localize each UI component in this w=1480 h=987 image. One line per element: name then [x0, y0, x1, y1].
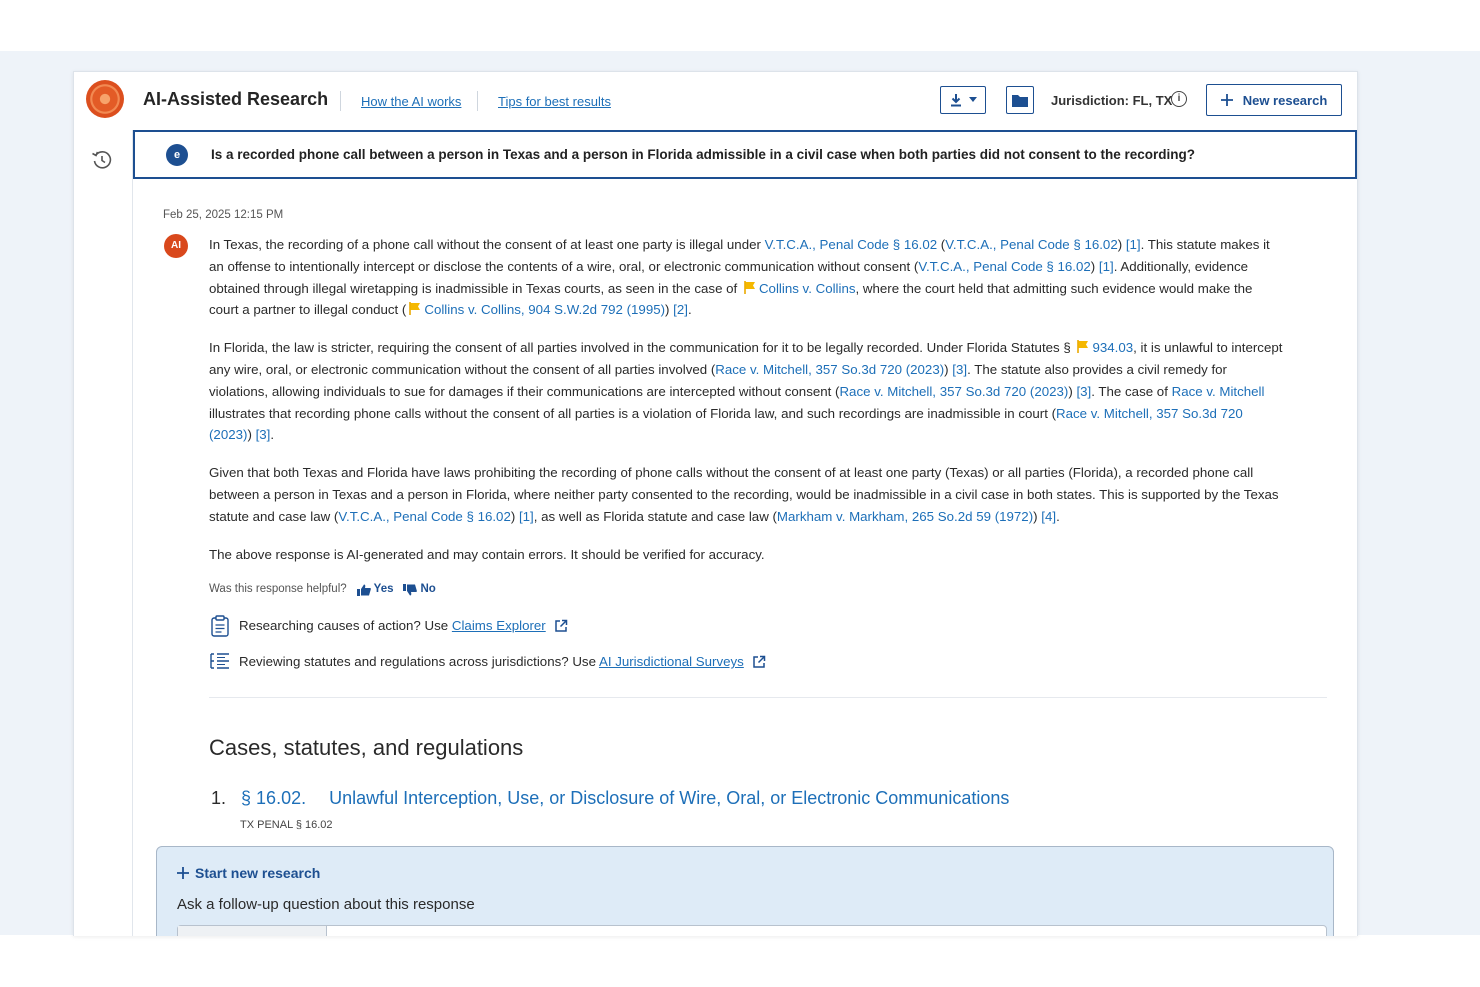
- result-section-link[interactable]: § 16.02.: [241, 788, 307, 808]
- response-text: ): [1090, 258, 1099, 274]
- how-ai-works-link[interactable]: How the AI works: [361, 94, 462, 109]
- result-title-link[interactable]: Unlawful Interception, Use, or Disclosure of Wire, Oral, or Electronic Communications: [329, 788, 1010, 808]
- footnote-link[interactable]: [3]: [952, 361, 968, 377]
- caret-down-icon: [969, 97, 977, 103]
- footnote-link[interactable]: [4]: [1041, 508, 1057, 524]
- response-text: ): [1068, 383, 1077, 399]
- response-paragraph: [209, 234, 1284, 321]
- footnote-link[interactable]: [3]: [255, 427, 271, 443]
- research-panel: [73, 71, 1358, 936]
- plus-icon: [1221, 94, 1233, 106]
- plus-icon: [177, 867, 189, 879]
- flag-icon: [1077, 340, 1089, 353]
- app-logo-icon: [86, 80, 124, 118]
- response-timestamp: Feb 25, 2025 12:15 PM: [163, 209, 284, 221]
- response-text: (: [937, 237, 946, 252]
- response-text: ): [510, 508, 519, 524]
- header-bar: [74, 72, 1357, 130]
- thumbs-up-button[interactable]: [357, 579, 394, 601]
- thumbs-down-button[interactable]: [403, 579, 435, 601]
- response-paragraph: [209, 462, 1284, 527]
- download-button[interactable]: [940, 86, 986, 114]
- citation-link[interactable]: V.T.C.A., Penal Code § 16.02: [338, 508, 511, 524]
- flag-icon: [409, 302, 421, 315]
- thumbs-up-icon: [357, 584, 371, 596]
- footnote-link[interactable]: [1]: [1125, 237, 1141, 252]
- external-link-icon[interactable]: [554, 619, 568, 633]
- citation-link[interactable]: V.T.C.A., Penal Code § 16.02: [764, 237, 938, 252]
- question-text: Is a recorded phone call between a person in Texas and a person in Florida admissible in a civil case when both parties did not consent to the recording?: [211, 147, 1195, 162]
- claims-explorer-row: [209, 615, 1284, 637]
- result-item: [211, 788, 1009, 809]
- response-text: , as well as Florida statute and case law (: [533, 508, 777, 524]
- footnote-link[interactable]: [1]: [1098, 258, 1114, 274]
- folder-button[interactable]: [1006, 86, 1034, 114]
- citation-link[interactable]: V.T.C.A., Penal Code § 16.02: [918, 258, 1091, 274]
- tips-link[interactable]: Tips for best results: [498, 94, 611, 109]
- new-research-button[interactable]: [1206, 84, 1342, 116]
- feedback-question: Was this response helpful?: [209, 583, 347, 596]
- response-text: ): [1033, 508, 1042, 524]
- response-text: . This statute makes it an offense to intentionally intercept or disclose the contents of a wire, oral, or electronic communication without consent (: [209, 237, 1270, 274]
- ai-response: [209, 234, 1284, 673]
- response-text: In Texas, the recording of a phone call without the consent of at least one party is illegal under: [209, 237, 765, 252]
- citation-link[interactable]: Race v. Mitchell, 357 So.3d 720 (2023): [209, 405, 1243, 443]
- jurisdictional-surveys-row: [209, 651, 1284, 673]
- response-text: .: [1056, 508, 1060, 524]
- clipboard-icon: [209, 615, 231, 637]
- download-icon: [949, 93, 963, 107]
- start-new-research-button[interactable]: [177, 865, 320, 881]
- response-text: Given that both Texas and Florida have laws prohibiting the recording of phone calls without the consent of at least one party (Texas) or all parties (Florida), a recorded phone call between a person in Texas and a person in Florida, where neither party consented to the recording, would be inadmissible in a civil case in both states. This is supported by the Texas statute and case law (: [209, 465, 1279, 524]
- info-icon[interactable]: i: [1171, 91, 1187, 107]
- response-text: . Additionally, evidence obtained through illegal wiretapping is inadmissible in Texas courts, as seen in the case of: [209, 258, 1249, 296]
- history-icon[interactable]: [91, 149, 113, 171]
- response-text: illustrates that recording phone calls without the consent of all parties is a violation of Florida law, and such recordings are inadmissible in court (: [209, 405, 1057, 421]
- response-text: ): [247, 427, 256, 443]
- result-number: 1.: [211, 788, 227, 808]
- response-text: , where the court held that admitting such evidence would make the court a partner to illegal conduct (: [209, 280, 1253, 318]
- followup-label: Ask a follow-up question about this response: [177, 896, 475, 913]
- response-text: .: [270, 427, 275, 443]
- tool-text: Researching causes of action? Use: [239, 618, 452, 634]
- response-text: , it is unlawful to intercept any wire, oral, or electronic communication without the consent of all parties involved (: [209, 340, 1283, 377]
- citation-link[interactable]: Markham v. Markham, 265 So.2d 59 (1972): [776, 508, 1034, 524]
- jurisdiction-label: Jurisdiction: FL, TX: [1051, 93, 1173, 108]
- response-text: ): [1117, 237, 1126, 252]
- citation-link[interactable]: Collins v. Collins: [758, 280, 856, 296]
- claims-explorer-link[interactable]: Claims Explorer: [451, 618, 546, 634]
- followup-input[interactable]: [177, 925, 1327, 936]
- response-text: . The statute also provides a civil remedy for violations, allowing individuals to sue for damages if their communications are intercepted without consent (: [209, 361, 1227, 399]
- footnote-link[interactable]: [2]: [673, 302, 688, 318]
- ai-disclaimer: The above response is AI-generated and may contain errors. It should be verified for accuracy.: [209, 546, 765, 562]
- header-divider: [340, 91, 341, 111]
- app-title: AI-Assisted Research: [143, 89, 329, 109]
- citation-link[interactable]: Race v. Mitchell: [1171, 383, 1265, 399]
- citation-link[interactable]: Race v. Mitchell, 357 So.3d 720 (2023): [715, 361, 945, 377]
- citation-link[interactable]: V.T.C.A., Penal Code § 16.02: [945, 237, 1118, 252]
- tool-text: Reviewing statutes and regulations across jurisdictions? Use: [239, 654, 599, 670]
- footnote-link[interactable]: [1]: [518, 508, 534, 524]
- question-bar: [133, 130, 1357, 179]
- result-citation: TX PENAL § 16.02: [240, 819, 333, 831]
- folder-icon: [1011, 92, 1029, 108]
- response-text: . The case of: [1091, 383, 1172, 399]
- followup-panel: [156, 846, 1334, 936]
- response-text: ): [944, 361, 953, 377]
- left-sidebar: [74, 130, 133, 936]
- jurisdictional-surveys-link[interactable]: AI Jurisdictional Surveys: [598, 654, 744, 670]
- user-avatar: e: [166, 144, 188, 166]
- response-text: ): [665, 302, 674, 318]
- followup-input-tab[interactable]: [178, 926, 327, 936]
- response-text: In Florida, the law is stricter, requiring the consent of all parties involved in the communication for it to be legally recorded. Under Florida Statutes §: [209, 340, 1075, 356]
- response-text: .: [687, 302, 692, 318]
- citation-link[interactable]: Race v. Mitchell, 357 So.3d 720 (2023): [839, 383, 1069, 399]
- external-link-icon[interactable]: [752, 655, 766, 669]
- citation-link[interactable]: Collins v. Collins, 904 S.W.2d 792 (1995): [424, 302, 666, 318]
- results-heading: Cases, statutes, and regulations: [209, 735, 524, 760]
- start-new-label: Start new research: [195, 865, 321, 881]
- new-research-label: New research: [1242, 92, 1328, 108]
- thumbs-down-icon: [403, 584, 417, 596]
- yes-label: Yes: [373, 583, 394, 596]
- header-divider: [477, 91, 478, 111]
- no-label: No: [420, 583, 436, 596]
- feedback-row: [209, 579, 1284, 601]
- footnote-link[interactable]: [3]: [1076, 383, 1092, 399]
- citation-link[interactable]: 934.03: [1092, 340, 1134, 356]
- section-divider: [209, 697, 1327, 698]
- flag-icon: [744, 281, 756, 294]
- ai-avatar: AI: [164, 234, 188, 258]
- list-tree-icon: [209, 652, 231, 672]
- response-paragraph: [209, 337, 1284, 446]
